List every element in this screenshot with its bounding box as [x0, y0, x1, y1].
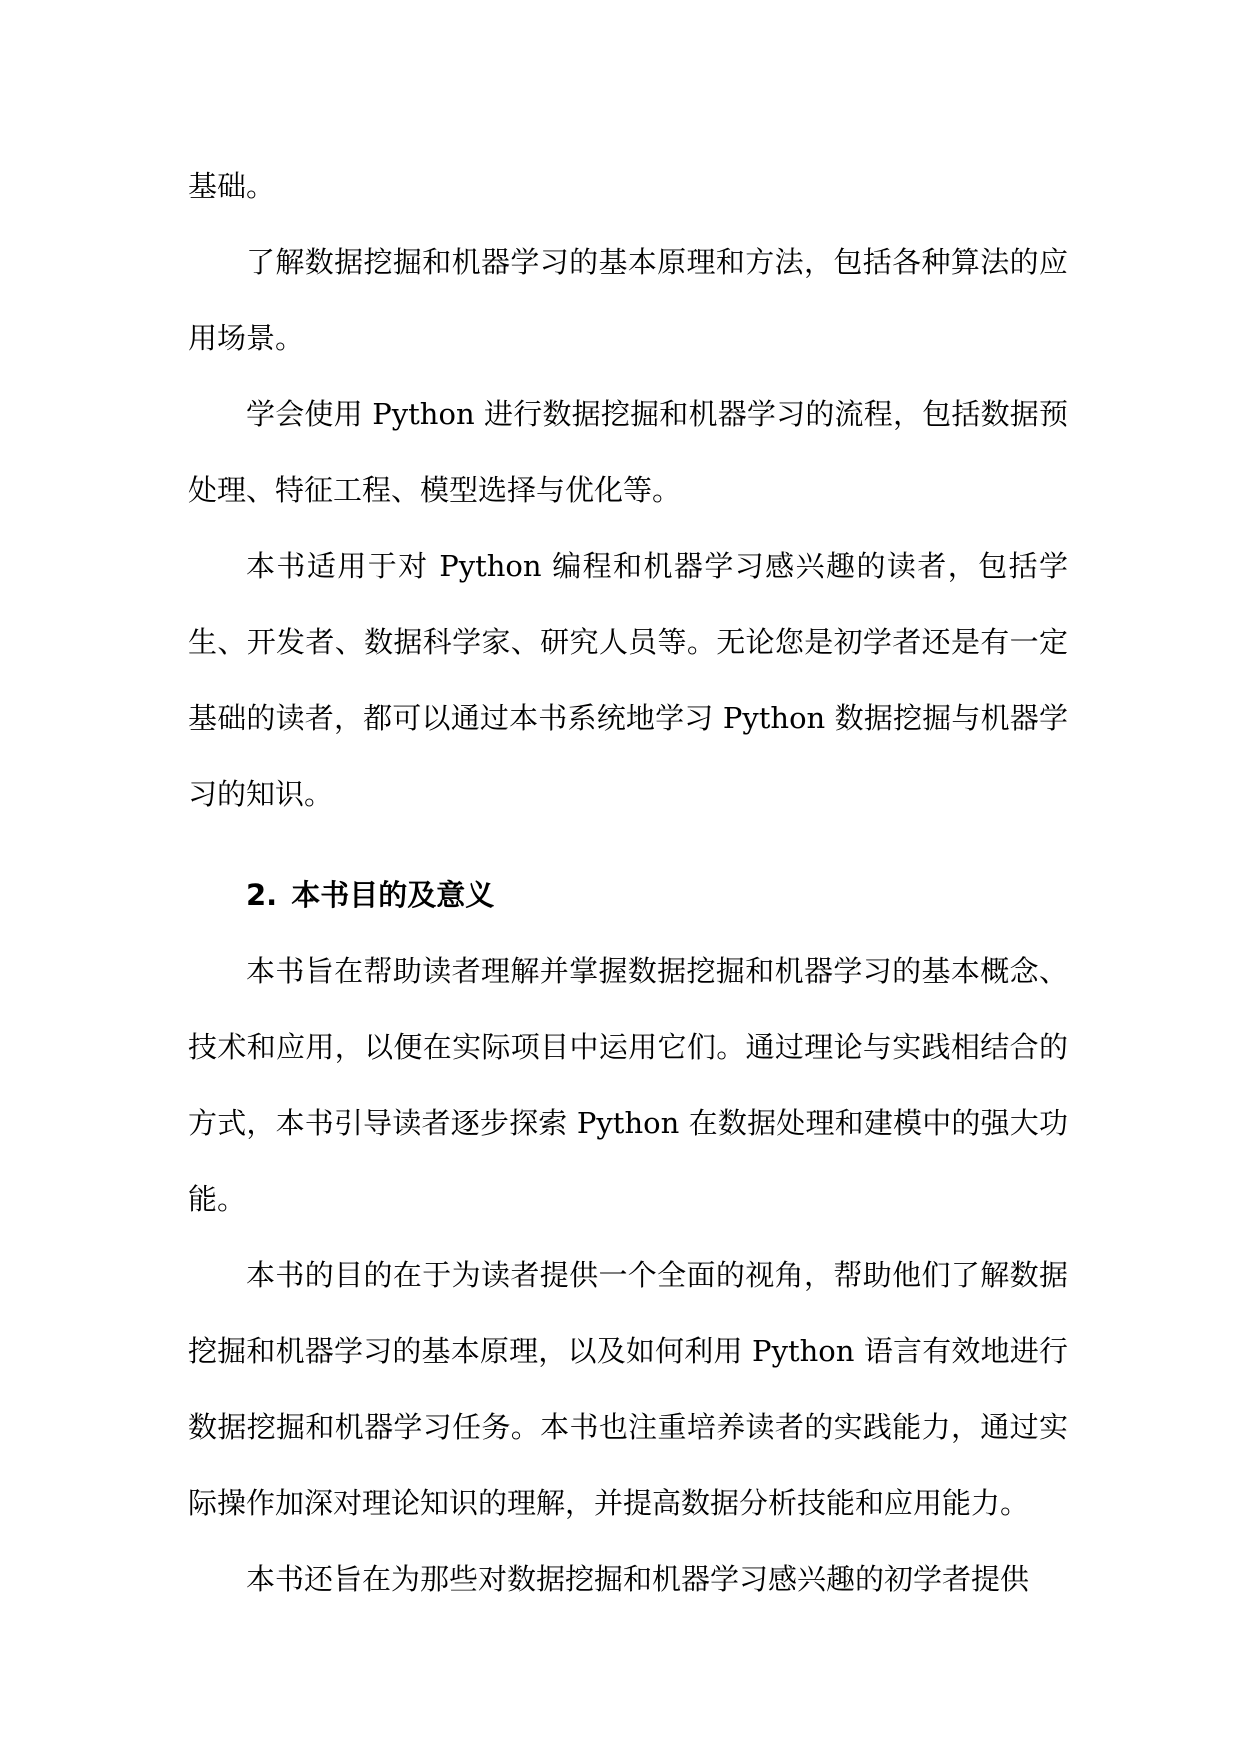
- paragraph-beginners: 本书还旨在为那些对数据挖掘和机器学习感兴趣的初学者提供: [246, 1562, 1030, 1596]
- section-heading: [188, 857, 1068, 933]
- paragraph-audience: 本书适用于对 Python 编程和机器学习感兴趣的读者，包括学生、开发者、数据科学家、研究人员等。无论您是初学者还是有一定基础的读者，都可以通过本书系统地学习 Python 数据挖掘与机器学习的知识。: [188, 549, 1068, 811]
- paragraph-principles: 了解数据挖掘和机器学习的基本原理和方法，包括各种算法的应用场景。: [188, 245, 1068, 355]
- paragraph-purpose: 本书旨在帮助读者理解并掌握数据挖掘和机器学习的基本概念、技术和应用，以便在实际项目中运用它们。通过理论与实践相结合的方式，本书引导读者逐步探索 Python 在数据处理和建模中的强大功能。: [188, 954, 1068, 1216]
- document-body: [188, 148, 1068, 1617]
- paragraph-continuation: 基础。: [188, 169, 276, 203]
- section-title: 本书目的及意义: [291, 878, 495, 912]
- paragraph-goal: 本书的目的在于为读者提供一个全面的视角，帮助他们了解数据挖掘和机器学习的基本原理，以及如何利用 Python 语言有效地进行数据挖掘和机器学习任务。本书也注重培养读者的实践能力，通过实际操作加深对理论知识的理解，并提高数据分析技能和应用能力。: [188, 1258, 1068, 1520]
- paragraph-python-workflow: 学会使用 Python 进行数据挖掘和机器学习的流程，包括数据预处理、特征工程、模型选择与优化等。: [188, 397, 1068, 507]
- section-number: 2.: [246, 878, 278, 912]
